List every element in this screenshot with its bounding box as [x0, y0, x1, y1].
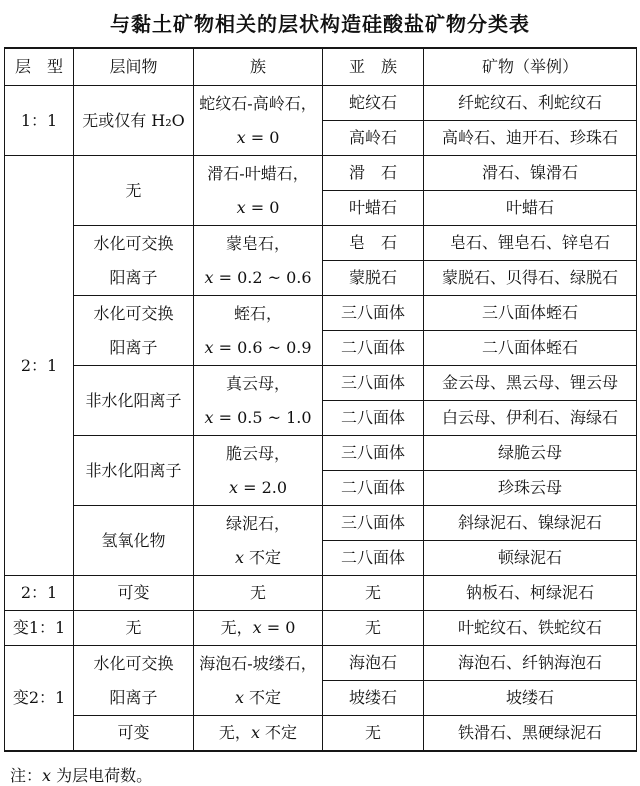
mineral-classification-table — [4, 47, 637, 752]
table-cell: 滑石、镍滑石 — [424, 156, 637, 191]
table-row — [5, 576, 637, 611]
column-header: 矿物（举例） — [424, 48, 637, 86]
table-cell: 氢氧化物 — [74, 506, 194, 576]
table-cell: 蛇纹石 — [323, 86, 424, 121]
table-cell: 二八面体 — [323, 471, 424, 506]
footnote: 注：x 为层电荷数。 — [10, 766, 153, 785]
table-cell: 可变 — [74, 576, 194, 611]
table-cell: 水化可交换 阳离子 — [74, 646, 194, 716]
table-cell: 坡缕石 — [424, 681, 637, 716]
table-cell: 二八面体蛭石 — [424, 331, 637, 366]
column-header: 族 — [194, 48, 323, 86]
table-cell: 无或仅有 H₂O — [74, 86, 194, 156]
table-cell: 白云母、伊利石、海绿石 — [424, 401, 637, 436]
table-cell: 滑石-叶蜡石， x = 0 — [194, 156, 323, 226]
table-cell: 纤蛇纹石、利蛇纹石 — [424, 86, 637, 121]
table-cell: 三八面体 — [323, 296, 424, 331]
table-cell: 二八面体 — [323, 401, 424, 436]
table-cell: 海泡石-坡缕石， x 不定 — [194, 646, 323, 716]
table-cell: 高岭石、迪开石、珍珠石 — [424, 121, 637, 156]
column-header: 层 型 — [5, 48, 74, 86]
table-cell: 绿泥石， x 不定 — [194, 506, 323, 576]
table-cell: 2：1 — [5, 576, 74, 611]
table-cell: 水化可交换 阳离子 — [74, 296, 194, 366]
table-cell: 叶蜡石 — [424, 191, 637, 226]
table-cell: 真云母， x = 0.5 ~ 1.0 — [194, 366, 323, 436]
table-cell: 铁滑石、黑硬绿泥石 — [424, 716, 637, 752]
table-cell: 海泡石 — [323, 646, 424, 681]
table-cell: 非水化阳离子 — [74, 366, 194, 436]
table-cell: 顿绿泥石 — [424, 541, 637, 576]
column-header: 层间物 — [74, 48, 194, 86]
table-cell: 金云母、黑云母、锂云母 — [424, 366, 637, 401]
table-cell: 无 — [323, 716, 424, 752]
table-cell: 叶蛇纹石、铁蛇纹石 — [424, 611, 637, 646]
table-cell: 变2：1 — [5, 646, 74, 752]
table-cell: 二八面体 — [323, 331, 424, 366]
table-cell: 无 — [323, 576, 424, 611]
table-row — [5, 86, 637, 121]
table-body — [5, 86, 637, 752]
table-row — [5, 156, 637, 191]
table-cell: 三八面体 — [323, 506, 424, 541]
page-title: 与黏土矿物相关的层状构造硅酸盐矿物分类表 — [110, 12, 530, 36]
table-cell: 无 — [323, 611, 424, 646]
header-row — [5, 48, 637, 86]
table-cell: 无 — [74, 156, 194, 226]
table-cell: 钠板石、柯绿泥石 — [424, 576, 637, 611]
table-row — [5, 646, 637, 681]
table-cell: 三八面体蛭石 — [424, 296, 637, 331]
table-cell: 高岭石 — [323, 121, 424, 156]
table-cell: 可变 — [74, 716, 194, 752]
table-cell: 坡缕石 — [323, 681, 424, 716]
table-cell: 蒙脱石 — [323, 261, 424, 296]
table-cell: 三八面体 — [323, 366, 424, 401]
table-row — [5, 506, 637, 541]
table-cell: 叶蜡石 — [323, 191, 424, 226]
table-cell: 斜绿泥石、镍绿泥石 — [424, 506, 637, 541]
table-cell: 蒙脱石、贝得石、绿脱石 — [424, 261, 637, 296]
table-cell: 蛭石， x = 0.6 ~ 0.9 — [194, 296, 323, 366]
table-cell: 海泡石、纤钠海泡石 — [424, 646, 637, 681]
table-cell: 二八面体 — [323, 541, 424, 576]
table-row — [5, 296, 637, 331]
table-row — [5, 611, 637, 646]
table-cell: 无，x = 0 — [194, 611, 323, 646]
table-cell: 蛇纹石-高岭石， x = 0 — [194, 86, 323, 156]
table-cell: 滑 石 — [323, 156, 424, 191]
table-cell: 珍珠云母 — [424, 471, 637, 506]
table-cell: 变1：1 — [5, 611, 74, 646]
table-cell: 绿脆云母 — [424, 436, 637, 471]
table-row — [5, 226, 637, 261]
table-cell: 脆云母， x = 2.0 — [194, 436, 323, 506]
table-row — [5, 436, 637, 471]
table-cell: 皂石、锂皂石、锌皂石 — [424, 226, 637, 261]
table-row — [5, 366, 637, 401]
table-cell: 蒙皂石， x = 0.2 ~ 0.6 — [194, 226, 323, 296]
column-header: 亚 族 — [323, 48, 424, 86]
table-row — [5, 716, 637, 752]
table-cell: 无 — [194, 576, 323, 611]
table-cell: 非水化阳离子 — [74, 436, 194, 506]
table-cell: 三八面体 — [323, 436, 424, 471]
table-cell: 无，x 不定 — [194, 716, 323, 752]
table-cell: 水化可交换 阳离子 — [74, 226, 194, 296]
table-cell: 无 — [74, 611, 194, 646]
table-cell: 皂 石 — [323, 226, 424, 261]
table-cell: 2：1 — [5, 156, 74, 576]
table-header — [5, 48, 637, 86]
table-cell: 1：1 — [5, 86, 74, 156]
